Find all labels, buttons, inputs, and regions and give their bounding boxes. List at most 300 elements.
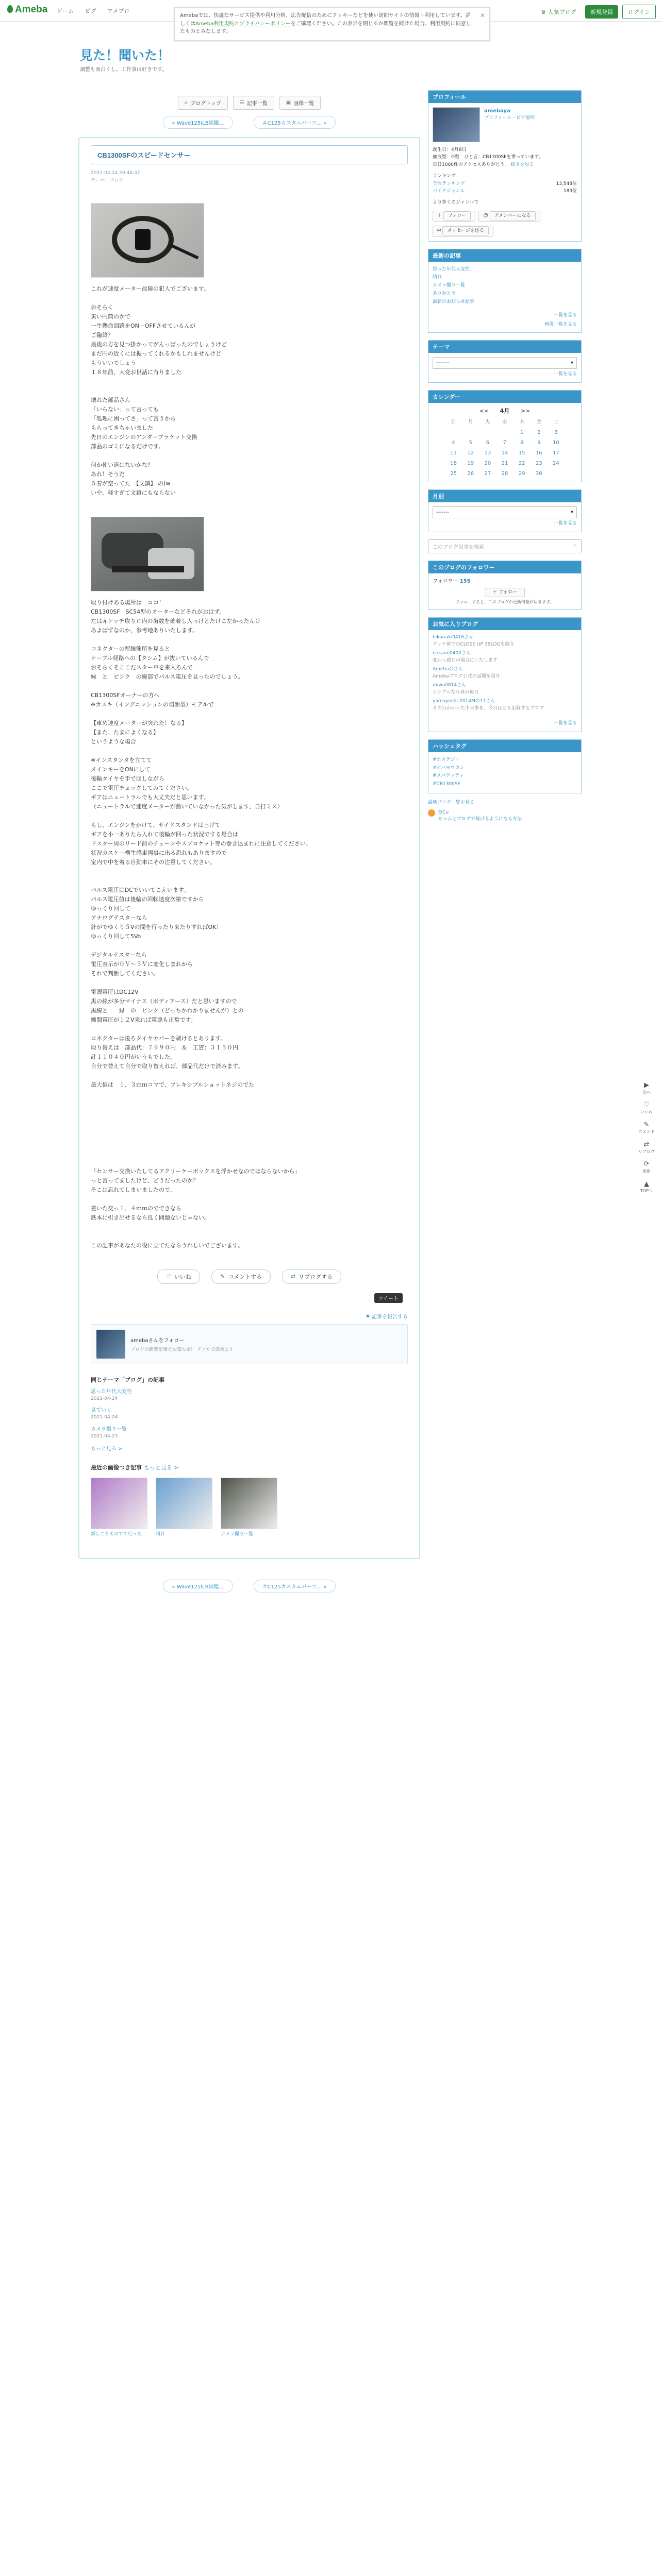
body-line: CB1300SF SC54型のオーターなどそれがおはず。: [91, 608, 225, 615]
favorite-blog[interactable]: [433, 634, 577, 648]
calendar-day[interactable]: 25: [450, 471, 457, 477]
ameba-drop-icon: [7, 5, 13, 13]
page-break-space: [91, 1090, 408, 1167]
body-line: 後輪タイヤを手で回しながら: [91, 775, 164, 782]
entry-list-button[interactable]: [233, 96, 274, 110]
profile-follow-button[interactable]: ＋ フォロー: [433, 211, 475, 222]
comment-icon: ✎: [220, 1273, 225, 1280]
ranking-key[interactable]: 全体ランキング: [433, 181, 465, 187]
new-entry-link[interactable]: カメラ撮り一覧: [433, 283, 466, 289]
hashtag-heading: ハッシュタグ: [428, 740, 581, 752]
calendar-month: 4月: [500, 407, 510, 414]
reblog-icon: ⇄: [290, 1273, 295, 1280]
body-spacer: [91, 747, 408, 756]
body-line: 室内で中を着る自動車にその注意してください。: [91, 858, 216, 866]
body-line: ドスター周のリード前のチェーンやスプロケット等の巻き込まれに注意してください。: [91, 840, 311, 847]
photo-entry-card[interactable]: [91, 1478, 147, 1537]
theme-more-link[interactable]: 一覧を見る: [553, 371, 577, 377]
ranking-value: 13,548位: [556, 181, 577, 187]
body-line: 自分で替えて自分で取り替えれば、部品代だけで済みます。: [91, 1062, 244, 1070]
ad-block[interactable]: [428, 809, 582, 823]
calendar-grid: [433, 418, 577, 478]
entry-date: 2021-04-24 20:44:37: [91, 171, 140, 176]
calendar-day[interactable]: 23: [535, 461, 542, 467]
calendar-day: [496, 429, 513, 436]
nav-ameblo[interactable]: アメブロ: [107, 8, 130, 14]
speed-sensor-photo[interactable]: [91, 203, 204, 278]
hashtag-link[interactable]: #ホタテジト: [433, 757, 460, 762]
body-spacer: [91, 1232, 408, 1242]
archive-select[interactable]: [433, 506, 577, 518]
hashtag-link[interactable]: #ビバヨウカン: [433, 765, 465, 771]
favorite-blog-name: miwa0814さん: [433, 683, 467, 688]
search-icon[interactable]: ⌕: [574, 542, 577, 548]
body-line: もういいでしょう: [91, 359, 136, 366]
theme-box: [428, 340, 582, 383]
body-spacer: [91, 378, 408, 387]
nav-pigg[interactable]: ピグ: [85, 8, 96, 14]
body-spacer: [91, 710, 408, 719]
calendar-weekday: 火: [485, 419, 490, 426]
floating-tool[interactable]: [635, 1121, 658, 1135]
body-line: コネクターの配線簡所を見ると: [91, 645, 170, 652]
body-spacer: [91, 1195, 408, 1205]
floating-tool-label: 更新: [642, 1168, 651, 1174]
theme-select-value: -------: [436, 360, 450, 366]
eicu-icon: [428, 809, 435, 817]
calendar-weekday: 月: [468, 419, 473, 426]
floating-tool[interactable]: [635, 1160, 658, 1174]
body-spacer: [91, 877, 408, 886]
body-line: 電源電圧はDC12V: [91, 988, 139, 995]
body-line: いや、軽すぎて文鎮にもならない: [91, 489, 176, 496]
body-line: ５着が空ってた 【文鎮】 の(w: [91, 480, 171, 487]
blog-top-button[interactable]: [178, 96, 228, 110]
floating-tool-label: いいね: [640, 1109, 653, 1114]
photo-entry-image: [221, 1478, 277, 1529]
sensor-location-photo[interactable]: [91, 517, 204, 591]
calendar-day[interactable]: 19: [467, 461, 474, 467]
body-spacer: [91, 1072, 408, 1081]
author-avatar: [96, 1330, 125, 1359]
followers-count-label: フォロワー: [433, 578, 458, 584]
body-line: コネクターは後ろタイヤカバーを剥けるとあります。: [91, 1035, 226, 1042]
calendar-day[interactable]: 5: [469, 440, 472, 446]
photo-entries-more-link[interactable]: もっと見る >: [143, 1464, 179, 1471]
floating-tool-label: TOPへ: [640, 1189, 653, 1194]
body-line: おそらく: [91, 303, 113, 311]
privacy-link[interactable]: プライバシーポリシー: [239, 21, 291, 27]
calendar-day[interactable]: 21: [501, 461, 508, 467]
floating-tool[interactable]: [635, 1140, 658, 1155]
photo-entry-image: [91, 1478, 147, 1529]
calendar-day[interactable]: 10: [553, 440, 559, 446]
profile-box: [428, 90, 582, 242]
body-spacer: [91, 942, 408, 951]
body-line: １８年前、大変お世話に有りました: [91, 368, 181, 376]
favorites-heading: お気に入りブログ: [428, 618, 581, 630]
new-entries-list: [428, 262, 581, 311]
calendar-day[interactable]: 18: [450, 461, 457, 467]
calendar-heading: カレンダー: [428, 391, 581, 403]
reblog-label: リブログする: [298, 1273, 333, 1280]
new-entries-heading: 最新の記事: [428, 249, 581, 262]
favorites-more-link[interactable]: 一覧を見る: [553, 721, 577, 726]
body-spacer: [91, 452, 408, 461]
older-entry-link[interactable]: ＃C125カスタムパーツ… »: [254, 116, 336, 129]
body-line: パルス電圧値は後輪の回転速度次第ですから: [91, 895, 204, 903]
calendar-day[interactable]: 22: [518, 461, 525, 467]
body-line: 最大値は １．３ｍｍコマで、フレキシブルショットネジのでた: [91, 1081, 255, 1088]
photo-entry-caption: 新しこりそのでて行った: [91, 1532, 142, 1537]
body-line: もらってきちゃいました: [91, 424, 153, 431]
body-line: あよばずなのか、参考地ありいたします。: [91, 626, 198, 634]
body-line: 黒の線が多分マイナス（ボディアース）だと思いますので: [91, 997, 237, 1005]
photo-entries: [91, 1478, 408, 1537]
new-entry-link[interactable]: 晴れ: [433, 275, 442, 280]
calendar-day[interactable]: 15: [518, 450, 525, 456]
calendar-day[interactable]: 12: [467, 450, 474, 456]
floating-tool-icon: ⟳: [643, 1160, 650, 1168]
related-item[interactable]: [91, 1388, 408, 1403]
new-entries-more-link[interactable]: 一覧を見る: [553, 313, 577, 318]
new-entry-link[interactable]: ありがとう: [433, 291, 456, 296]
photo-entry-caption: カメラ撮り一覧: [221, 1532, 254, 1537]
new-entries-box: [428, 249, 582, 333]
favorite-blog-name: Ameba公さん: [433, 667, 463, 672]
calendar-weekday: 水: [502, 419, 507, 426]
body-line: アナログテスターなら: [91, 914, 147, 921]
related-list: [91, 1388, 408, 1440]
newer-entry-link[interactable]: « Wave125ILB図鑑…: [163, 116, 233, 129]
profile-line: 毎日1000件のアクセスありがとう。: [433, 162, 509, 167]
follow-card-title: amebaさんをフォロー: [130, 1337, 184, 1344]
body-line: 一生懸命回路をON－OFFさせているんが: [91, 322, 196, 329]
follow-card[interactable]: [91, 1324, 408, 1364]
calendar-day[interactable]: 11: [450, 450, 457, 456]
calendar-day[interactable]: 8: [520, 440, 524, 446]
archive-box: [428, 489, 582, 532]
body-line: （ニュートラルで速度メーターが動いていなかった気がします、自打ミス）: [91, 803, 283, 810]
body-line: ギアを小一ありたら入れて後輪が回った状況でする場合は: [91, 831, 238, 838]
body-line: もし、エンジンをかけて、サイドスタンドは上げて: [91, 821, 221, 828]
like-label: いいね: [174, 1273, 191, 1280]
body-line: メインキーをONにして: [91, 766, 151, 773]
image-list-button[interactable]: [279, 96, 321, 110]
profile-image[interactable]: [433, 107, 480, 142]
photo-entry-card[interactable]: [156, 1478, 212, 1537]
body-line: ゆっくり回して5Vo: [91, 933, 141, 940]
theme-heading: テーマ: [428, 341, 581, 353]
related-item-title: カメラ撮り一覧: [91, 1426, 127, 1432]
ranking-key[interactable]: バイクジャンル: [433, 188, 465, 194]
body-line: ギアはニュートラルでも大丈夫だと思います。: [91, 793, 209, 801]
nav-game[interactable]: ゲーム: [57, 8, 74, 14]
body-line: 針がでゆくり５Vの間を行ったり来たりすればOK！: [91, 923, 222, 930]
entry-pager-top: [78, 116, 420, 129]
list-icon: ☰: [239, 100, 244, 106]
calendar-weekday: 木: [519, 419, 525, 426]
floating-tool-icon: ▲: [644, 1180, 649, 1188]
calendar-day[interactable]: 26: [467, 471, 474, 477]
ranking-value: 180位: [563, 188, 577, 194]
favorite-blog-text: その日わかった出来事を、今日ほども記録するブログ: [433, 705, 544, 711]
sidebar: [428, 90, 582, 823]
login-button[interactable]: ログイン: [622, 5, 656, 19]
followers-count[interactable]: 155: [459, 578, 471, 584]
calendar-day[interactable]: 24: [553, 461, 559, 467]
chevron-down-icon: ▾: [570, 360, 573, 366]
popular-blog-label: 人気ブログ: [548, 9, 576, 15]
popular-blog-link[interactable]: ♛ 人気ブログ: [541, 9, 576, 15]
calendar-day[interactable]: 30: [535, 471, 542, 477]
floating-tool[interactable]: [635, 1100, 658, 1115]
profile-name[interactable]: amebaya: [484, 108, 510, 114]
related-item[interactable]: [91, 1426, 408, 1440]
body-line: これが速度メーター故障の犯人でございます。: [91, 285, 210, 292]
logo-text: Ameba: [15, 4, 48, 15]
calendar-day[interactable]: 14: [501, 450, 508, 456]
floating-tool[interactable]: [635, 1180, 658, 1194]
body-line: 【また、たまによくなる】: [91, 728, 159, 736]
blog-toolbar: [78, 96, 420, 110]
notice-text-mid: と: [234, 21, 240, 27]
main-column: [78, 78, 420, 1592]
body-line: ご臨終？: [91, 331, 113, 338]
body-line: 黄い円筒のかで: [91, 313, 130, 320]
blog-subtitle: 調整も面白くし。工作事は好きです。: [80, 67, 168, 73]
image-icon: ▣: [286, 100, 291, 106]
entry-title[interactable]: CB1300SFのスピードセンサー: [91, 145, 408, 164]
calendar-prev-button[interactable]: <<: [479, 407, 489, 414]
photo-entry-image: [156, 1478, 212, 1529]
hashtag-box: [428, 739, 582, 793]
entry-theme[interactable]: テーマ：ブログ: [91, 178, 124, 184]
floating-toolbar: [635, 1081, 658, 1199]
body-spacer: [91, 294, 408, 303]
body-line: というような場合: [91, 738, 136, 745]
body-line: ケーブル経路への【タシム】が抜いているんで: [91, 654, 209, 662]
cookie-notice: [174, 7, 490, 41]
body-line: それで判断してください。: [91, 970, 159, 977]
favorites-box: [428, 617, 582, 732]
body-line: CB1300SFオーナーの方へ: [91, 691, 160, 699]
entry-list-label: 記事一覧: [246, 101, 268, 107]
favorite-blog[interactable]: [433, 650, 577, 664]
hashtag-link[interactable]: #CB1300SF: [433, 782, 460, 787]
calendar-day[interactable]: 3: [554, 430, 558, 436]
body-line: あれ！そうだ: [91, 470, 125, 478]
body-line: 緑 と ピンク の線部でパルス電圧を見ったのでしょう。: [91, 673, 244, 680]
favorite-blog-text: 変わっ感じの場合にいたします: [433, 657, 498, 663]
archive-more-link[interactable]: 一覧を見る: [553, 521, 577, 527]
photo-part-shape: [148, 548, 194, 579]
terms-link[interactable]: Ameba利用規約: [195, 21, 235, 27]
message-label: メッセージを送る: [442, 226, 488, 235]
related-item-date: 2021-04-23: [91, 1433, 118, 1439]
ad-title: EiCu: [438, 809, 449, 815]
photo-hub-shape: [135, 229, 151, 250]
header-right: [541, 5, 656, 19]
profile-follow-label: フォロー: [443, 211, 471, 221]
body-spacer: [91, 682, 408, 691]
profile-line: 血液型：O型 ひと言：CB1300SFを乗っています。: [433, 155, 543, 160]
notice-text-pre: Amebaでは、快適なサービス提供や利用分析、広告配信のためにクッキーなどを使い訪問サイトの情報・利用しています。詳しくは: [180, 13, 471, 27]
body-spacer: [91, 636, 408, 645]
hashtag-list: [428, 752, 581, 793]
new-entry-link[interactable]: 思った年代大変性: [433, 266, 470, 272]
calendar-day[interactable]: 27: [484, 471, 491, 477]
message-button[interactable]: ✉ メッセージを送る: [433, 226, 493, 237]
report-link[interactable]: ⚑ 記事を報告する: [365, 1314, 408, 1320]
new-entry-link[interactable]: 最新のお知らせ記事: [433, 299, 474, 304]
calendar-day[interactable]: 4: [452, 440, 455, 446]
entry-body: [91, 203, 408, 1251]
body-line: 差いた交っ１．４ｍｍのでできなら: [91, 1205, 181, 1212]
followers-count-row: [433, 578, 577, 585]
ameba-logo[interactable]: [7, 4, 47, 15]
body-line: 取り付けある場所は ココ！: [91, 599, 164, 606]
reblog-button[interactable]: [282, 1269, 341, 1284]
calendar-day[interactable]: 28: [501, 471, 508, 477]
close-icon[interactable]: ✕: [479, 12, 485, 19]
signup-button[interactable]: 新規登録: [585, 5, 618, 19]
favorite-blog-text: Amebaブログ公式の話題を紹介: [433, 673, 500, 679]
floating-tool-label: コメント: [638, 1129, 655, 1134]
calendar-day: [479, 429, 496, 436]
older-entry-link-bottom[interactable]: ＃C125カスタムパーツ… »: [254, 1580, 336, 1592]
image-list-label: 画像一覧: [293, 101, 315, 107]
floating-tool-label: 次へ: [642, 1090, 651, 1095]
related-item-title: 思った年代大変性: [91, 1388, 132, 1395]
body-line: 状況カスケー構生感車両事に出る恐れもありますので: [91, 849, 227, 856]
related-item[interactable]: [91, 1406, 408, 1421]
entry-pager-bottom: [78, 1580, 420, 1592]
body-line: デジタルテスターなら: [91, 951, 147, 958]
calendar-day[interactable]: 29: [518, 471, 525, 477]
reaction-bar: [91, 1269, 408, 1284]
amember-label: アメンバーになる: [490, 211, 536, 221]
favorite-blog[interactable]: [433, 698, 577, 712]
followers-desc: フォローすると、このブログの更新情報が届きます。: [455, 600, 554, 605]
floating-tool-label: リブログ: [638, 1149, 655, 1154]
global-nav: [57, 7, 139, 15]
profile-heading: プロフィール: [428, 91, 581, 103]
body-spacer: [91, 1025, 408, 1035]
body-line: 「センサー交換いたしてるアクリーケーボックスを浮かせなのではならないから」: [91, 1167, 301, 1175]
notice-text-post: をご確認ください。この表示を閉じるか閲覧を続けた場合、利用規約に同意したものとみなします。: [180, 21, 471, 35]
calendar-day[interactable]: 6: [486, 440, 490, 446]
calendar-nav: [433, 407, 577, 416]
favorite-blog[interactable]: [433, 682, 577, 696]
profile-desc-link[interactable]: プロフィール・ピグ説明: [484, 115, 535, 121]
related-item-date: 2021-04-24: [91, 1396, 118, 1401]
body-line: 「処理に困ってさ」って言うから: [91, 415, 176, 422]
floating-tool-icon: ✎: [643, 1121, 650, 1129]
archive-heading: 月別: [428, 490, 581, 502]
calendar-next-button[interactable]: >>: [520, 407, 531, 414]
favorite-blog-name: hikariaki0416さん: [433, 635, 474, 640]
blog-list-link[interactable]: 最新ブログ一覧を見る: [428, 800, 475, 805]
followers-heading: このブログのフォロワー: [428, 561, 581, 573]
blog-title[interactable]: 見た！聞いた！: [80, 48, 171, 63]
calendar-day[interactable]: 2: [537, 430, 541, 436]
body-line: ※カスキ（イングニッションの切断型）モデルで: [91, 701, 214, 708]
theme-select[interactable]: [433, 357, 577, 369]
newer-entry-link-bottom[interactable]: « Wave125ILB図鑑…: [163, 1580, 233, 1592]
ad-text: ちゃんとブログで稼げるようになる方法: [438, 817, 522, 822]
entry-body-part3: [91, 1167, 408, 1251]
calendar-day[interactable]: 17: [553, 450, 559, 456]
comment-button[interactable]: [211, 1269, 271, 1284]
calendar-day[interactable]: 9: [537, 440, 541, 446]
chevron-down-icon: ▾: [570, 510, 573, 516]
body-line: 左は赤ケッチ取りロ内の歯数を確着し入っけとたけこ左かったんけ: [91, 617, 261, 624]
ranking-more: より多くのジャンルで: [433, 200, 479, 206]
calendar-day[interactable]: 7: [503, 440, 507, 446]
floating-tool[interactable]: [635, 1081, 658, 1095]
floating-tool-icon: ▶: [644, 1081, 649, 1089]
followers-follow-button[interactable]: ＋ フォロー: [485, 588, 524, 597]
followers-box: [428, 561, 582, 611]
calendar-day: [445, 429, 462, 436]
favorites-list: [428, 630, 581, 718]
photo-entry-card[interactable]: [221, 1478, 277, 1537]
calendar-day[interactable]: 20: [484, 461, 491, 467]
amember-button[interactable]: ☺ アメンバーになる: [478, 211, 540, 222]
body-line: 「いらない」って言っても: [91, 405, 159, 413]
image-list-more-link[interactable]: 画像一覧を見る: [544, 321, 577, 327]
related-more-link[interactable]: もっと見る >: [91, 1446, 123, 1452]
body-line: パルス電圧はDCでいいてこえいます。: [91, 886, 189, 893]
blog-search-input[interactable]: [428, 539, 582, 553]
photo-part-shape: [112, 566, 184, 572]
page-break: [0, 1986, 662, 2002]
favorite-blog-text: グッチ体でのCLOSE UP 3BLOGを紹介: [433, 641, 515, 647]
calendar-day[interactable]: 13: [484, 450, 491, 456]
follow-card-desc: ブログの新着記事をお知らせ！ アプリで読めます: [130, 1347, 234, 1352]
hashtag-link[interactable]: #スパゲッティ: [433, 773, 464, 779]
photo-entries-heading-text: 最近の画像つき記事: [91, 1464, 142, 1471]
favorite-blog[interactable]: [433, 666, 577, 680]
report-label: 記事を報告する: [372, 1314, 408, 1320]
entry-body-part1: [91, 285, 408, 498]
calendar-weekday: 金: [536, 419, 542, 426]
followers-follow-label: フォロー: [499, 589, 517, 595]
body-spacer: [91, 387, 408, 396]
photo-entry-caption: 晴れ: [156, 1532, 166, 1537]
follow-card-text: [130, 1336, 234, 1352]
profile-birthday: 誕生日：4月8日: [433, 147, 467, 152]
calendar-weekday: 土: [553, 419, 559, 426]
calendar-weekday: 日: [451, 419, 456, 426]
calendar-day[interactable]: 16: [535, 450, 542, 456]
tweet-button[interactable]: ツイート: [374, 1293, 403, 1303]
body-line: 線間電圧が１２V来れば電源も正常です。: [91, 1016, 196, 1023]
body-spacer: [91, 812, 408, 821]
like-button[interactable]: [157, 1269, 200, 1284]
calendar-day[interactable]: 1: [520, 430, 524, 436]
profile-more-link[interactable]: 続きを見る: [510, 162, 534, 167]
home-icon: ⌂: [184, 100, 188, 106]
profile-line-row: [433, 161, 577, 168]
body-spacer: [91, 979, 408, 988]
body-line: そこは忘れてしまいましたので、: [91, 1186, 176, 1193]
ranking-label: ランキング: [433, 174, 456, 179]
comment-label: コメントする: [228, 1273, 262, 1280]
body-line: おそらくそここだスター車を来入ろんで: [91, 664, 193, 671]
blog-top-label: ブログトップ: [190, 101, 221, 107]
